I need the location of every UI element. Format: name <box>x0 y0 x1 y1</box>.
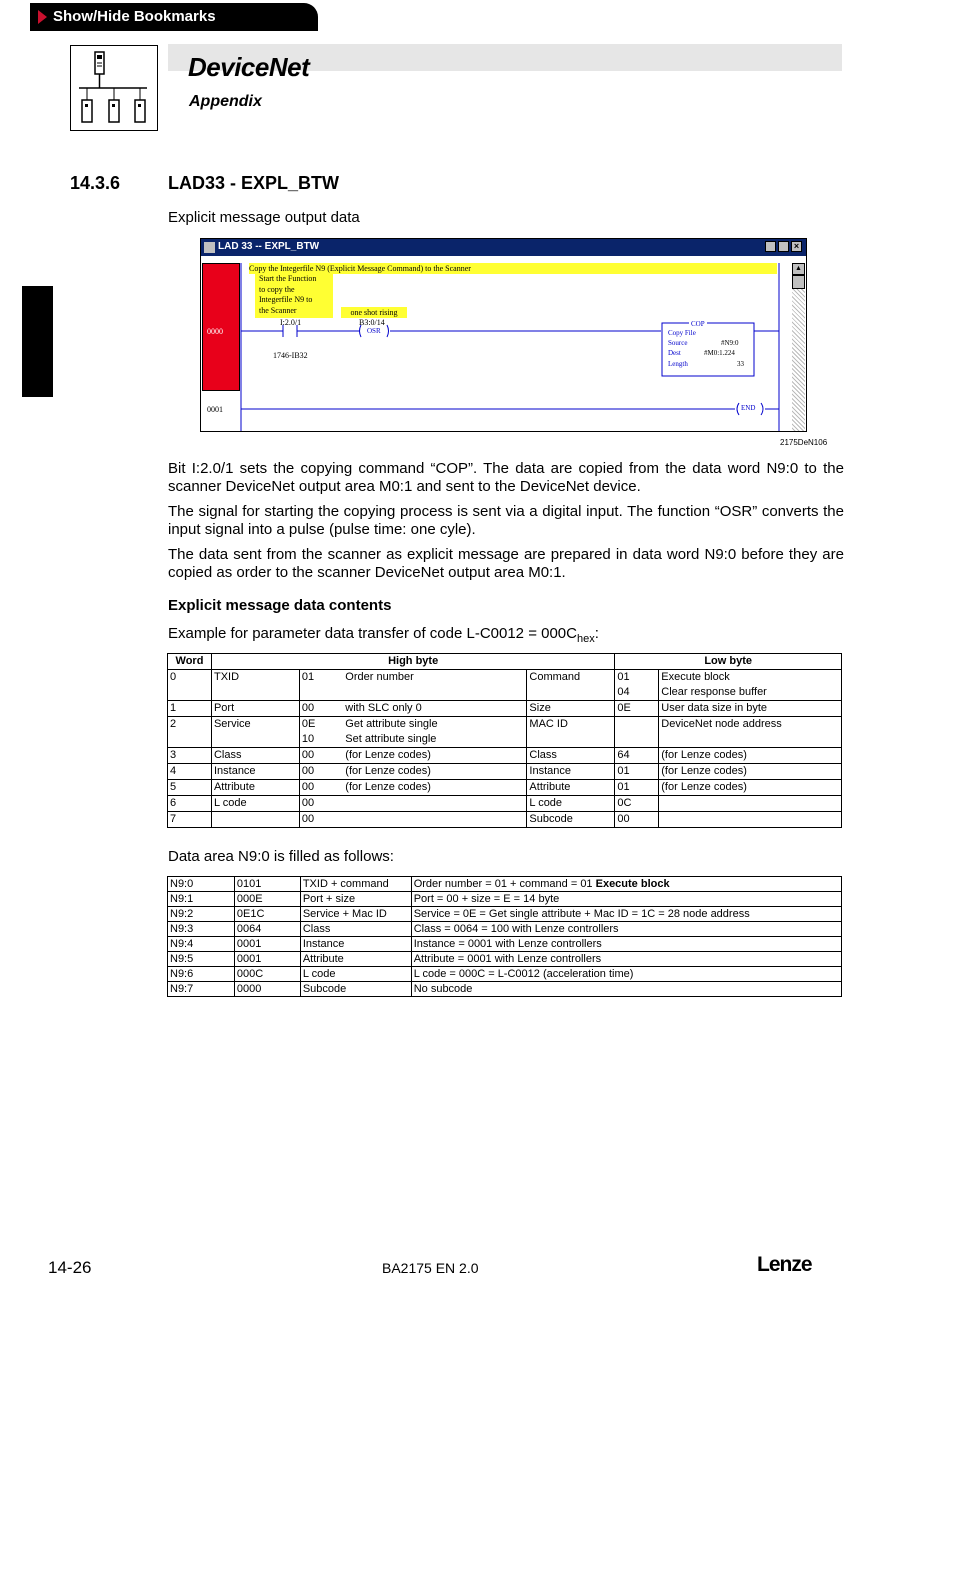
cell-text: Class = 0064 = 100 with Lenze controllers <box>413 923 619 935</box>
section-title: LAD33 - EXPL_BTW <box>168 173 340 193</box>
table-cell: 4 <box>168 764 212 780</box>
table-cell: 1 <box>168 701 212 717</box>
table-cell: (for Lenze codes) <box>343 780 527 796</box>
comment-line: to copy the <box>259 284 295 294</box>
example-main: Example for parameter data transfer of code L-C0012 = 000C <box>168 625 577 642</box>
table-cell: 00 <box>615 812 659 828</box>
document-id: BA2175 EN 2.0 <box>382 1260 479 1276</box>
scroll-thumb[interactable] <box>792 275 805 289</box>
table-cell <box>168 952 235 967</box>
cell-text: 0001 <box>236 953 262 965</box>
table-cell <box>615 732 659 748</box>
table-cell <box>615 717 659 733</box>
table-row <box>168 780 842 796</box>
table-cell: (for Lenze codes) <box>343 764 527 780</box>
cell-text: Attribute = 0001 with Lenze controllers <box>413 953 602 965</box>
table-cell <box>411 877 841 892</box>
table-cell <box>168 937 235 952</box>
page-title: DeviceNet <box>188 52 310 82</box>
table-cell: Instance <box>527 764 615 780</box>
table-cell: 00 <box>299 796 343 812</box>
table-cell: 00 <box>299 748 343 764</box>
table-cell <box>411 952 841 967</box>
table-cell <box>659 812 842 828</box>
window-title: LAD 33 -- EXPL_BTW <box>218 241 320 252</box>
cell-text: N9:1 <box>170 893 194 905</box>
cell-text: Order number = 01 + command = 01 <box>413 878 596 890</box>
cop-subtitle: Copy File <box>668 329 696 337</box>
cop-length: 33 <box>737 360 744 368</box>
cell-text: Service = 0E = Get single attribute + Mac ID = 1C = 28 node address <box>413 908 750 920</box>
table-cell: (for Lenze codes) <box>659 748 842 764</box>
table-cell <box>411 982 841 997</box>
comment-line: the Scanner <box>259 305 297 315</box>
table-cell <box>411 922 841 937</box>
table-row <box>168 877 842 892</box>
data-contents-table <box>167 653 842 828</box>
page-number: 14-26 <box>48 1258 92 1277</box>
cell-text: N9:3 <box>170 923 194 935</box>
figure-id: 2175DeN106 <box>780 438 828 447</box>
contact-address: I:2.0/1 <box>280 318 302 327</box>
table-row <box>168 937 842 952</box>
table-cell: 01 <box>615 780 659 796</box>
table-cell: Get attribute single <box>343 717 527 733</box>
table-cell: TXID <box>211 670 299 686</box>
table-cell <box>211 685 299 701</box>
paragraph-1: Bit I:2.0/1 sets the copying command “COP”. The data are copied from the data word N9:0 to the scanner DeviceNet output area M0:1 and sent to the DeviceNet device. <box>168 460 844 495</box>
rung-0-number: 0000 <box>207 327 223 336</box>
table-row <box>168 764 842 780</box>
table-cell <box>411 907 841 922</box>
table-cell <box>234 952 300 967</box>
cell-text: N9:4 <box>170 938 194 950</box>
table-row <box>168 796 842 812</box>
ladder-diagram <box>201 239 806 432</box>
intro-text: Explicit message output data <box>168 209 360 226</box>
section-number: 14.3.6 <box>70 173 121 193</box>
table-cell: Port <box>211 701 299 717</box>
table-row <box>168 922 842 937</box>
table-cell <box>659 796 842 812</box>
cell-text: N9:0 <box>170 878 194 890</box>
osr-label: OSR <box>367 327 381 335</box>
table-cell <box>411 937 841 952</box>
table-cell <box>300 892 411 907</box>
ladder-window <box>200 238 807 432</box>
table-row <box>168 967 842 982</box>
bookmarks-label[interactable]: Show/Hide Bookmarks <box>53 8 216 25</box>
table-cell: 01 <box>615 764 659 780</box>
lenze-logo: Lenze <box>757 1253 812 1276</box>
table-row <box>168 701 842 717</box>
cell-text: 000E <box>236 893 263 905</box>
chapter-marker <box>22 286 53 397</box>
table-cell: 64 <box>615 748 659 764</box>
table-row <box>168 892 842 907</box>
table-cell <box>168 982 235 997</box>
scroll-up-icon[interactable]: ▲ <box>792 263 805 275</box>
cell-text: 0000 <box>236 983 262 995</box>
table-cell: L code <box>527 796 615 812</box>
table-cell: Clear response buffer <box>659 685 842 701</box>
table-cell <box>659 732 842 748</box>
cop-source-label: Source <box>668 339 688 347</box>
table-cell <box>343 812 527 828</box>
table-cell <box>343 796 527 812</box>
table-cell <box>168 922 235 937</box>
table-cell: Subcode <box>527 812 615 828</box>
vertical-scrollbar[interactable] <box>792 263 805 432</box>
table-cell <box>299 685 343 701</box>
table-cell: L code <box>211 796 299 812</box>
header-word: Word <box>168 654 212 670</box>
table-cell: 01 <box>301 671 315 683</box>
table-cell: Class <box>527 748 615 764</box>
table-cell <box>168 685 212 701</box>
header-high-byte: High byte <box>211 654 614 670</box>
table-cell: with SLC only 0 <box>343 701 527 717</box>
table-cell: 01 <box>615 670 659 686</box>
table-cell: 5 <box>168 780 212 796</box>
table-cell: 00 <box>299 764 343 780</box>
example-end: : <box>594 625 599 642</box>
table-cell: 2 <box>168 717 212 733</box>
cell-text: Port = 00 + size = E = 14 byte <box>413 893 560 905</box>
table-cell: Command <box>527 670 615 686</box>
table-cell <box>411 967 841 982</box>
bookmarks-arrow-icon <box>38 10 47 24</box>
table-cell: 6 <box>168 796 212 812</box>
table-cell: 00 <box>299 701 343 717</box>
table-cell: (for Lenze codes) <box>343 748 527 764</box>
cell-text: Attribute <box>302 953 344 965</box>
table-cell <box>211 812 299 828</box>
cell-text: 000C <box>236 968 264 980</box>
cell-text: Instance = 0001 with Lenze controllers <box>413 938 602 950</box>
table-cell <box>234 877 300 892</box>
comment-line: Integerfile N9 to <box>259 295 313 304</box>
osr-address: B3:0/14 <box>359 318 385 327</box>
table-row <box>168 670 842 686</box>
table-cell <box>300 922 411 937</box>
table-cell <box>300 952 411 967</box>
table-cell: 0C <box>615 796 659 812</box>
table-cell: Size <box>527 701 615 717</box>
cell-text: N9:2 <box>170 908 194 920</box>
cell-text: L code = 000C = L-C0012 (acceleration time) <box>413 968 634 980</box>
table-cell <box>300 982 411 997</box>
cop-source: #N9:0 <box>721 339 739 347</box>
table-cell <box>234 937 300 952</box>
header-low-byte: Low byte <box>615 654 842 670</box>
table-cell <box>234 892 300 907</box>
table-cell <box>527 685 615 701</box>
rung-1-number: 0001 <box>207 405 223 414</box>
table-row <box>168 717 842 733</box>
table-cell <box>300 937 411 952</box>
table-cell: Service <box>211 717 299 733</box>
table-row <box>168 982 842 997</box>
rung-comment-text: Copy the Integerfile N9 (Explicit Message Command) to the Scanner <box>249 264 471 273</box>
table-cell <box>168 892 235 907</box>
table-cell <box>300 907 411 922</box>
table-cell: 7 <box>168 812 212 828</box>
table-cell <box>234 922 300 937</box>
table-cell: Set attribute single <box>343 732 527 748</box>
table-cell <box>168 907 235 922</box>
table-cell <box>168 732 212 748</box>
table-cell <box>234 967 300 982</box>
close-icon[interactable]: × <box>791 241 802 252</box>
example-sub: hex <box>576 633 595 645</box>
table-cell: Class <box>211 748 299 764</box>
cell-text: N9:6 <box>170 968 194 980</box>
table-cell: DeviceNet node address <box>659 717 842 733</box>
cop-length-label: Length <box>668 360 688 368</box>
paragraph-3: The data sent from the scanner as explicit message are prepared in data word N9:0 before they are copied as order to the scanner DeviceNet output area M0:1. <box>168 546 844 581</box>
devicenet-network-icon <box>70 45 158 131</box>
table-cell: Order number <box>343 670 527 686</box>
table-cell <box>234 907 300 922</box>
paragraph-2: The signal for starting the copying process is sent via a digital input. The function “OSR” converts the input signal into a pulse (pulse time: one cyle). <box>168 503 844 538</box>
cell-text: N9:7 <box>170 983 194 995</box>
table-cell <box>234 982 300 997</box>
comment-line: Start the Function <box>259 274 317 283</box>
table-row <box>168 748 842 764</box>
table-cell: 0 <box>168 670 212 686</box>
table-row <box>168 907 842 922</box>
cell-text: N9:5 <box>170 953 194 965</box>
table-cell: 0E <box>301 718 316 730</box>
cell-text: No subcode <box>413 983 473 995</box>
table-cell <box>300 877 411 892</box>
n9-data-table <box>167 876 842 997</box>
table-row <box>168 812 842 828</box>
table-cell <box>527 732 615 748</box>
contact-module: 1746-IB32 <box>273 351 308 360</box>
cell-text: 0E1C <box>236 908 265 920</box>
table-cell <box>343 685 527 701</box>
cell-text: Service + Mac ID <box>302 908 387 920</box>
cop-dest-label: Dest <box>668 349 681 357</box>
osr-comment: one shot rising <box>341 307 407 318</box>
table-row <box>168 952 842 967</box>
example-text <box>168 625 844 648</box>
table-cell: Execute block <box>659 670 842 686</box>
cell-text: Subcode <box>302 983 347 995</box>
table-cell: Attribute <box>211 780 299 796</box>
table-cell: User data size in byte <box>659 701 842 717</box>
table-cell: 00 <box>299 812 343 828</box>
table-cell <box>211 732 299 748</box>
table-cell: MAC ID <box>527 717 615 733</box>
table-cell: Attribute <box>527 780 615 796</box>
table-cell: (for Lenze codes) <box>659 764 842 780</box>
cell-text: L code <box>302 968 336 980</box>
table-cell: 0E <box>615 701 659 717</box>
cell-text: Class <box>302 923 331 935</box>
cop-dest: #M0:1.224 <box>704 349 735 357</box>
page-subtitle: Appendix <box>189 93 262 110</box>
table-cell: 04 <box>615 685 659 701</box>
end-label: END <box>741 404 756 412</box>
table2-intro: Data area N9:0 is filled as follows: <box>168 848 394 865</box>
table-cell <box>411 892 841 907</box>
table-row <box>168 732 842 748</box>
table-cell <box>300 967 411 982</box>
table-cell: 10 <box>299 732 343 748</box>
cop-title: COP <box>691 320 705 328</box>
table-cell <box>168 877 235 892</box>
table-cell: (for Lenze codes) <box>659 780 842 796</box>
cell-text: TXID + command <box>302 878 389 890</box>
cell-text: 0001 <box>236 938 262 950</box>
cell-emphasis: Execute block <box>595 878 670 890</box>
subheading: Explicit message data contents <box>168 597 392 614</box>
table-cell: Instance <box>211 764 299 780</box>
cell-text: 0064 <box>236 923 262 935</box>
table-cell: 3 <box>168 748 212 764</box>
cell-text: Instance <box>302 938 345 950</box>
cell-text: Port + size <box>302 893 356 905</box>
table-cell <box>168 967 235 982</box>
cell-text: 0101 <box>236 878 262 890</box>
table-cell: 00 <box>299 780 343 796</box>
table-row <box>168 685 842 701</box>
